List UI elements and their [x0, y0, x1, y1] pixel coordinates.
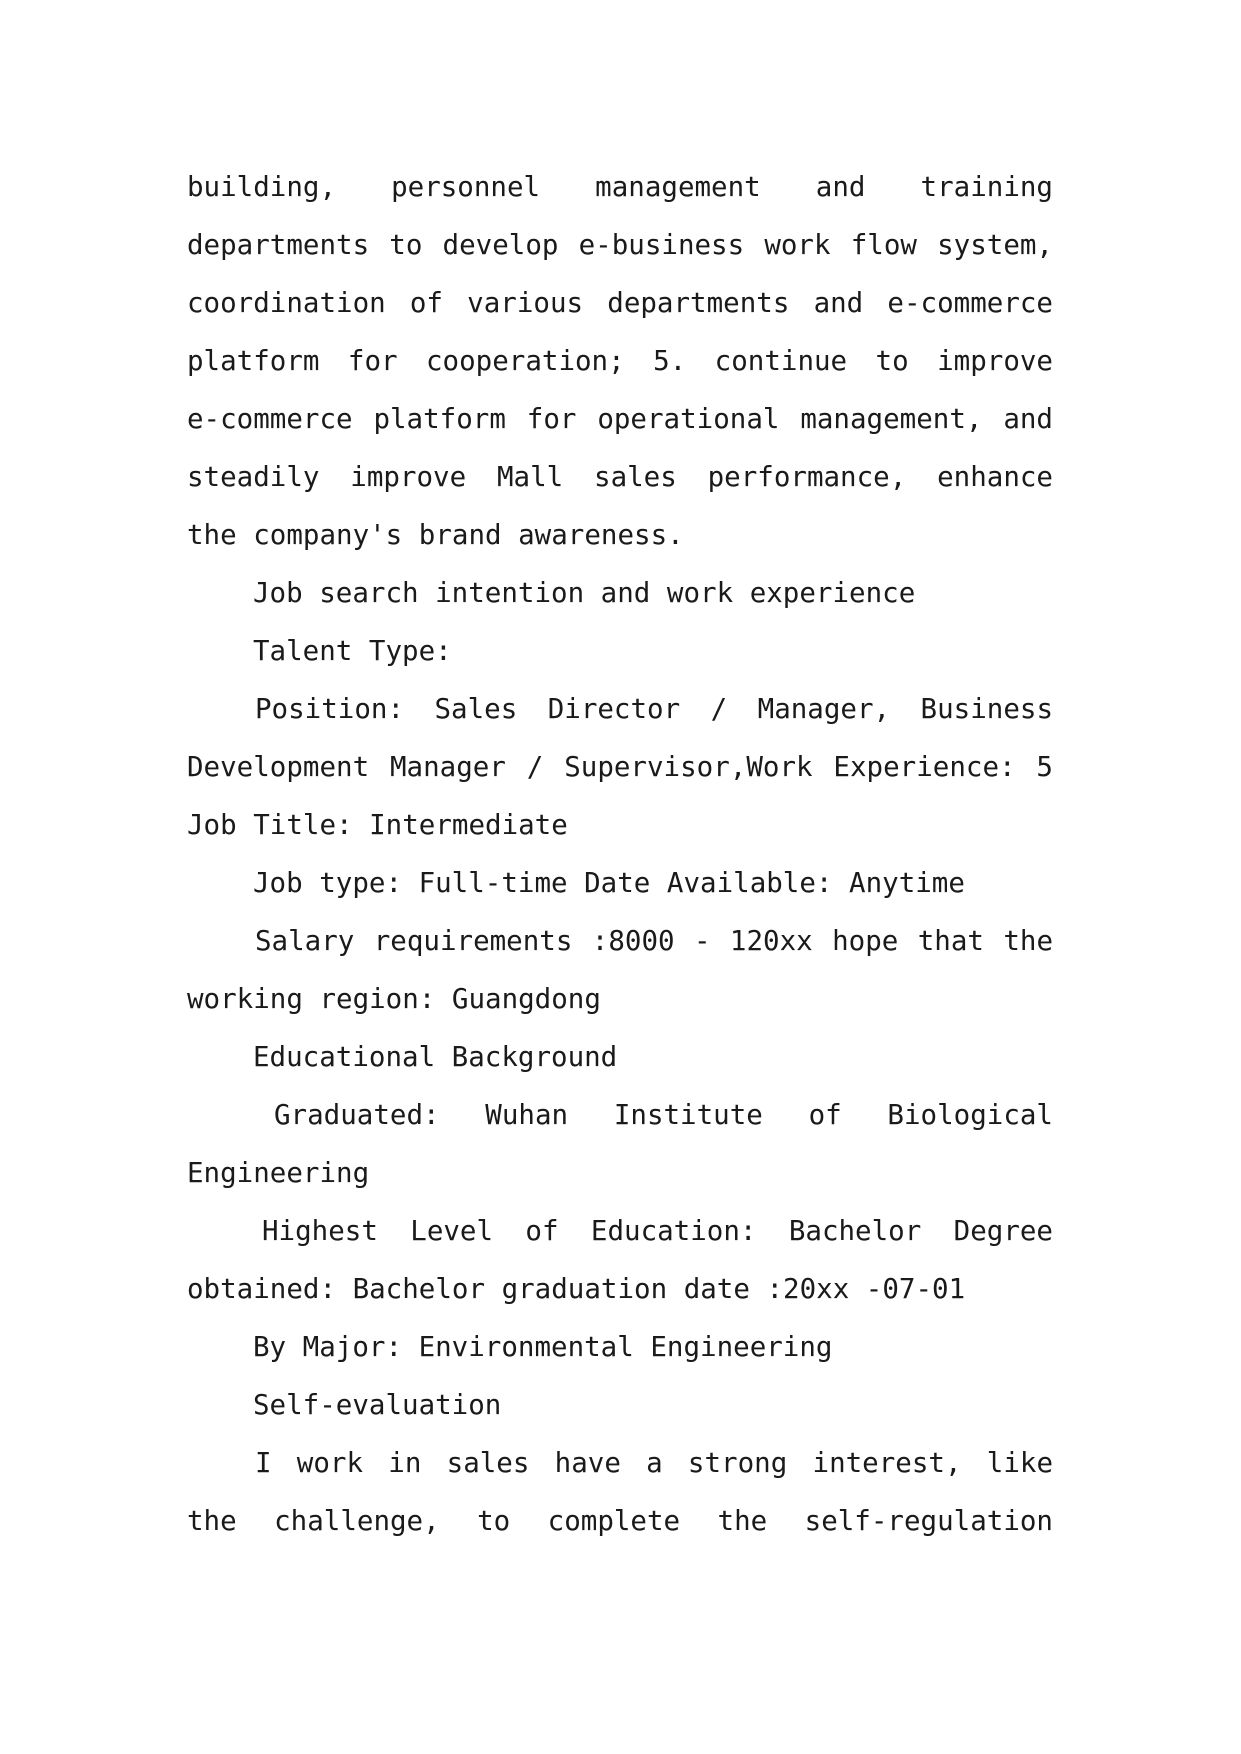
text-line: working region: Guangdong — [187, 983, 601, 1015]
text-line: I work in sales have a strong interest, like — [255, 1447, 1053, 1479]
text-line: Development Manager / Supervisor,Work Experience: 5 — [187, 751, 1053, 783]
section-heading: Job search intention and work experience — [253, 577, 916, 609]
text-line: Position: Sales Director / Manager, Business — [255, 693, 1053, 725]
text-line: By Major: Environmental Engineering — [253, 1331, 833, 1363]
text-line: e-commerce platform for operational management, and — [187, 403, 1053, 435]
text-line: the company's brand awareness. — [187, 519, 684, 551]
text-line: coordination of various departments and e-commerce — [187, 287, 1053, 319]
text-line: Job type: Full-time Date Available: Anytime — [253, 867, 965, 899]
text-line: Graduated: Wuhan Institute of Biological — [274, 1099, 1053, 1131]
document-body — [187, 158, 1053, 1550]
text-line: building, personnel management and training — [187, 171, 1053, 203]
section-heading: Self-evaluation — [253, 1389, 502, 1421]
text-line: steadily improve Mall sales performance, enhance — [187, 461, 1053, 493]
text-line: departments to develop e-business work flow system, — [187, 229, 1053, 261]
text-line: Salary requirements :8000 - 120xx hope that the — [255, 925, 1053, 957]
text-line: obtained: Bachelor graduation date :20xx -07-01 — [187, 1273, 966, 1305]
section-heading: Educational Background — [253, 1041, 618, 1073]
text-line: Highest Level of Education: Bachelor Degree — [262, 1215, 1053, 1247]
text-line: the challenge, to complete the self-regulation — [187, 1505, 1053, 1537]
text-line: Talent Type: — [253, 635, 452, 667]
text-line: platform for cooperation; 5. continue to improve — [187, 345, 1053, 377]
text-line: Job Title: Intermediate — [187, 809, 568, 841]
text-line: Engineering — [187, 1157, 370, 1189]
